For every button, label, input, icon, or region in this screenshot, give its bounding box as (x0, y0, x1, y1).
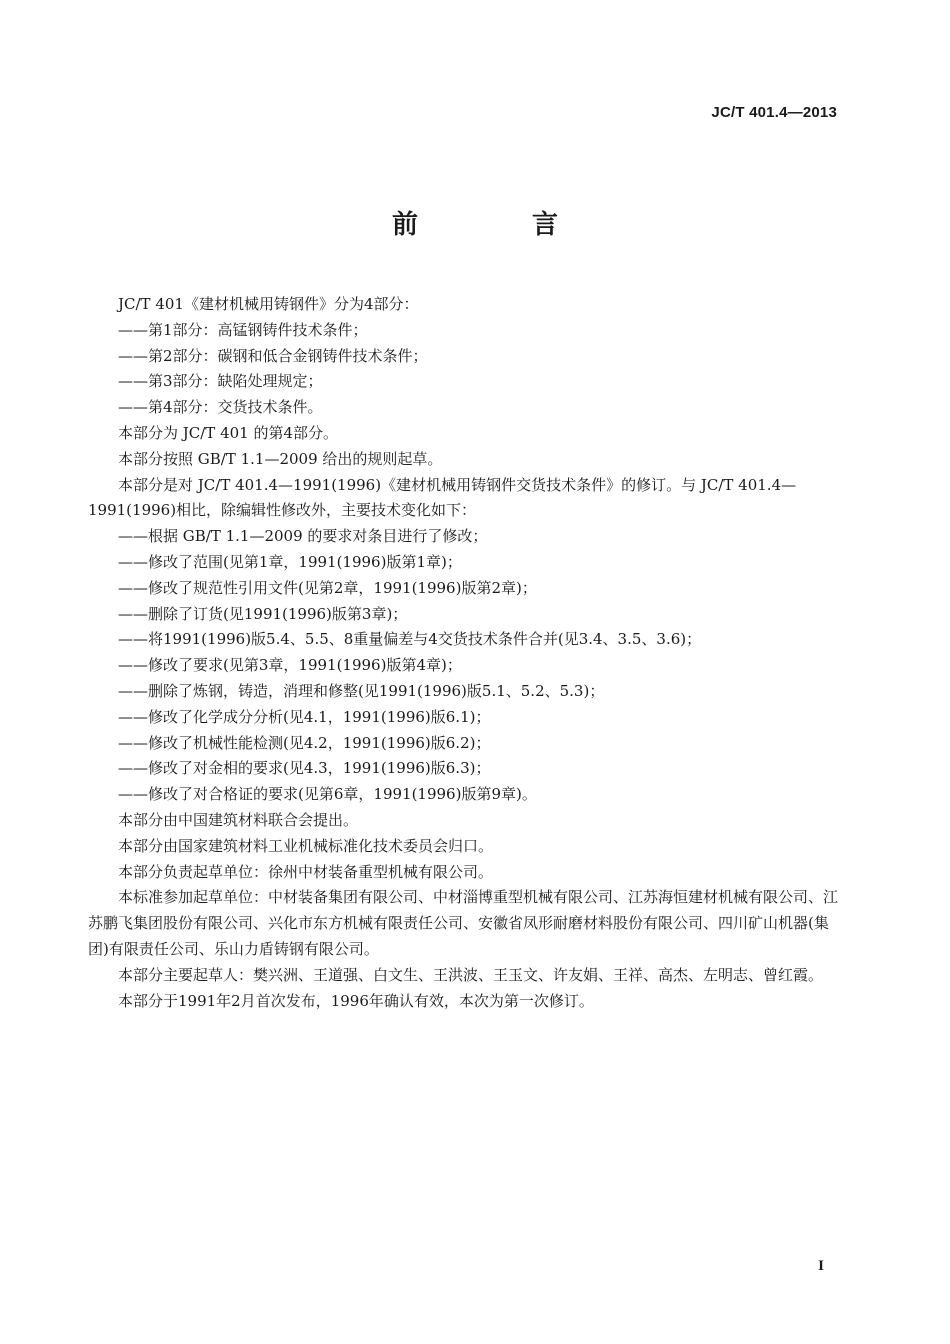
paragraph: 本部分是对 JC/T 401.4—1991(1996)《建材机械用铸钢件交货技术条件》的修订。与 JC/T 401.4—1991(1996)相比，除编辑性修改外，主要技术变化如下： (88, 475, 797, 520)
paragraph: ——将1991(1996)版5.4、5.5、8重量偏差与4交货技术条件合并(见3.4、3.5、3.6)； (118, 630, 702, 649)
paragraph: ——修改了范围(见第1章，1991(1996)版第1章)； (118, 552, 462, 571)
paragraph: ——第3部分：缺陷处理规定； (118, 372, 323, 391)
page-number: I (818, 1258, 824, 1274)
paragraph: ——修改了规范性引用文件(见第2章，1991(1996)版第2章)； (118, 578, 537, 597)
paragraph: 本部分主要起草人：樊兴洲、王道强、白文生、王洪波、王玉文、许友娟、王祥、高杰、左明志、曾红霞。 (118, 965, 824, 984)
paragraph: 本部分于1991年2月首次发布，1996年确认有效，本次为第一次修订。 (118, 991, 594, 1010)
paragraph: 本部分由国家建筑材料工业机械标准化技术委员会归口。 (118, 836, 494, 855)
paragraph: ——修改了机械性能检测(见4.2，1991(1996)版6.2)； (118, 733, 491, 752)
paragraph: ——删除了炼钢，铸造，消理和修整(见1991(1996)版5.1、5.2、5.3)； (118, 681, 605, 700)
foreword-body (88, 292, 848, 1014)
paragraph: 本部分由中国建筑材料联合会提出。 (118, 810, 359, 829)
paragraph: ——第2部分：碳钢和低合金钢铸件技术条件； (118, 346, 428, 365)
paragraph: 本部分按照 GB/T 1.1—2009 给出的规则起草。 (118, 449, 443, 468)
paragraph: ——第1部分：高锰钢铸件技术条件； (118, 320, 368, 339)
paragraph: JC/T 401《建材机械用铸钢件》分为4部分： (118, 295, 419, 313)
paragraph: 本部分为 JC/T 401 的第4部分。 (118, 423, 339, 442)
paragraph: ——修改了对合格证的要求(见第6章，1991(1996)版第9章)。 (118, 785, 537, 804)
paragraph: ——修改了对金相的要求(见4.3，1991(1996)版6.3)； (118, 759, 491, 778)
paragraph: ——修改了化学成分分析(见4.1，1991(1996)版6.1)； (118, 707, 491, 726)
paragraph: 本部分负责起草单位：徐州中材装备重型机械有限公司。 (118, 862, 494, 881)
paragraph: 本标准参加起草单位：中材装备集团有限公司、中材淄博重型机械有限公司、江苏海恒建材机械有限公司、江苏鹏飞集团股份有限公司、兴化市东方机械有限责任公司、安徽省凤形耐磨材料股份有限公司、四川矿山机器(集团)有限责任公司、乐山力盾铸钢有限公司。 (88, 888, 839, 958)
standard-code: JC/T 401.4—2013 (711, 104, 837, 121)
paragraph: ——修改了要求(见第3章，1991(1996)版第4章)； (118, 656, 462, 675)
paragraph: ——第4部分：交货技术条件。 (118, 398, 323, 417)
paragraph: ——根据 GB/T 1.1—2009 的要求对条目进行了修改； (118, 527, 488, 546)
paragraph: ——删除了订货(见1991(1996)版第3章)； (118, 604, 408, 623)
page-title: 前 言 (391, 210, 602, 240)
